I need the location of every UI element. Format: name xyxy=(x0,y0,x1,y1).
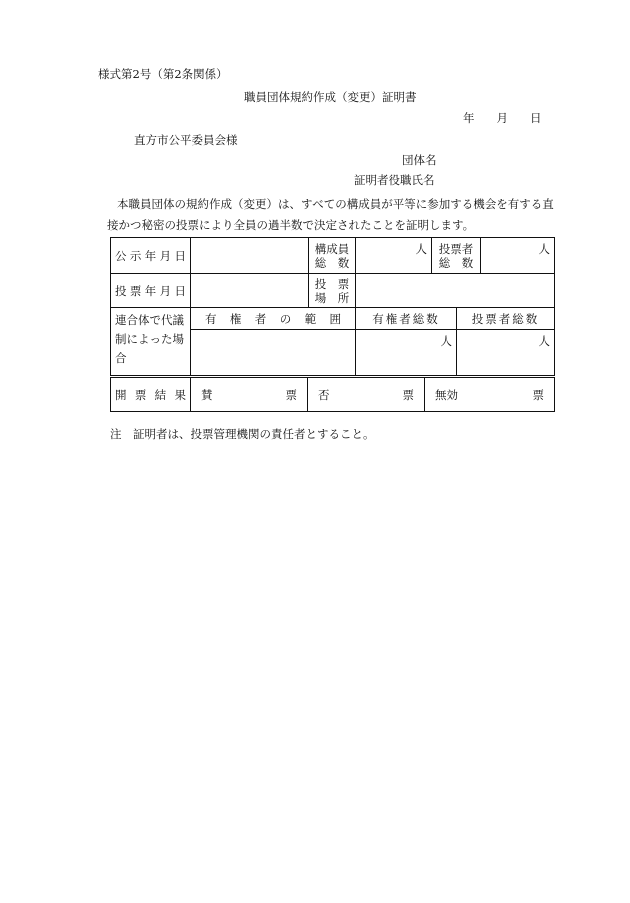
certification-line-1: 本職員団体の規約作成（変更）は、すべての構成員が平等に参加する機会を有する直 xyxy=(117,197,554,211)
certification-table-main xyxy=(110,237,555,308)
federation-label-3: 合 xyxy=(115,351,127,365)
invalid-votes-unit: 票 xyxy=(532,387,544,402)
yes-votes-label: 賛 xyxy=(201,387,213,402)
federation-label-2: 制によった場 xyxy=(115,332,184,346)
voters-total-label-2: 総 数 xyxy=(438,255,474,270)
invalid-votes-label: 無効 xyxy=(435,387,458,402)
table-row xyxy=(111,274,555,308)
date-month: 月 xyxy=(496,111,508,125)
footnote: 注 証明者は、投票管理機関の責任者とすること。 xyxy=(110,427,375,441)
voter-total-unit[interactable]: 人 xyxy=(457,330,555,376)
date-line xyxy=(463,111,564,125)
federation-table xyxy=(110,307,555,376)
yes-votes-unit: 票 xyxy=(285,387,297,402)
invalid-votes[interactable] xyxy=(425,378,555,412)
no-votes-unit: 票 xyxy=(402,387,414,402)
results-label: 開票結果 xyxy=(111,378,191,412)
vote-date-label: 投票年月日 xyxy=(111,274,191,308)
eligible-total-unit[interactable]: 人 xyxy=(356,330,457,376)
vote-place-label-1: 投 票 xyxy=(314,276,350,291)
members-total-label xyxy=(309,238,356,274)
group-name-label: 団体名 xyxy=(402,153,437,167)
table-row xyxy=(111,308,555,330)
document-title: 職員団体規約作成（変更）証明書 xyxy=(244,90,417,104)
vote-place-label xyxy=(309,274,356,308)
scope-value[interactable] xyxy=(191,330,356,376)
certification-text xyxy=(107,194,567,236)
vote-place-label-2: 場 所 xyxy=(314,290,350,305)
announce-date-value[interactable] xyxy=(191,238,309,274)
announce-date-label: 公示年月日 xyxy=(111,238,191,274)
yes-votes[interactable] xyxy=(191,378,308,412)
certification-line-2: 接かつ秘密の投票により全員の過半数で決定されたことを証明します。 xyxy=(107,218,475,232)
members-total-label-2: 総 数 xyxy=(314,255,350,270)
certifier-label: 証明者役職氏名 xyxy=(354,173,435,187)
table-row xyxy=(111,238,555,274)
vote-date-value[interactable] xyxy=(191,274,309,308)
eligible-total-header: 有権者総数 xyxy=(356,308,457,330)
date-year: 年 xyxy=(463,111,475,125)
vote-place-value[interactable] xyxy=(356,274,555,308)
members-total-label-1: 構成員 xyxy=(314,241,350,256)
addressee: 直方市公平委員会様 xyxy=(134,133,238,147)
members-total-unit[interactable]: 人 xyxy=(356,238,432,274)
date-day: 日 xyxy=(530,111,542,125)
no-votes-label: 否 xyxy=(318,387,330,402)
no-votes[interactable] xyxy=(308,378,425,412)
results-table xyxy=(110,377,555,412)
federation-label xyxy=(111,308,191,376)
table-row xyxy=(111,378,555,412)
scope-header: 有権者の範囲 xyxy=(191,308,356,330)
voter-total-header: 投票者総数 xyxy=(457,308,555,330)
form-number: 様式第2号（第2条関係） xyxy=(98,67,228,81)
voters-total-unit[interactable]: 人 xyxy=(481,238,555,274)
voters-total-label xyxy=(432,238,481,274)
voters-total-label-1: 投票者 xyxy=(438,241,474,256)
federation-label-1: 連合体で代議 xyxy=(115,313,184,327)
